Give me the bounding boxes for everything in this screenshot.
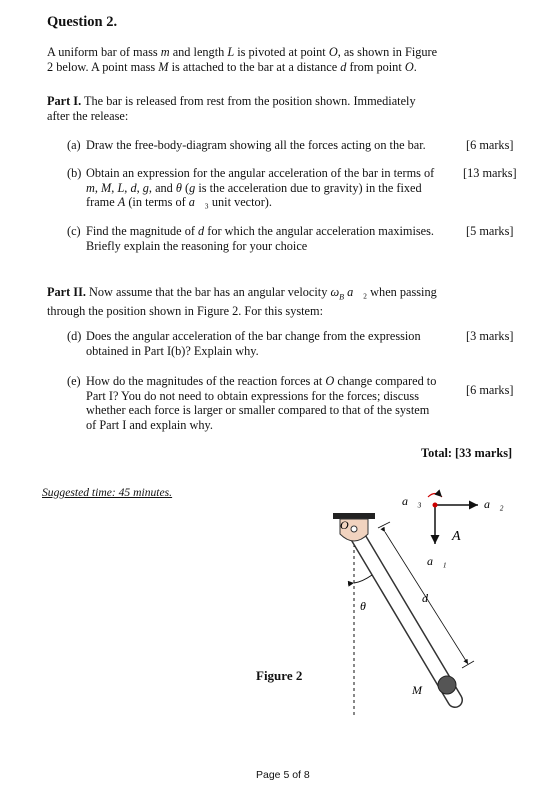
axis-a3-rotation-arrow	[428, 494, 442, 498]
bar-body	[352, 527, 455, 700]
marks-a: [6 marks]	[466, 138, 514, 152]
distance-label: d	[422, 591, 428, 605]
part2-heading: Part II. Now assume that the bar has an angular velocity $\omega_B$ a⃗₂ when passing through the position shown in Figure 2. For this system:	[47, 285, 437, 319]
figure-caption: Figure 2	[256, 668, 303, 683]
pivot-pin	[351, 526, 357, 532]
point-mass	[438, 676, 456, 694]
item-e: (e) How do the magnitudes of the reaction forces at O change compared to Part I? You do not need to obtain expressions for the forces; discuss whether each force is larger or smaller compared to that of the system of Part I and explain why.	[67, 374, 437, 432]
axis-a3-label: a⃗₃	[402, 494, 422, 508]
suggested-time: Suggested time: 45 minutes.	[42, 486, 173, 499]
item-b: (b) Obtain an expression for the angular acceleration of the bar in terms of m, M, L, d, g, and θ (g is the acceleration due to gravity) in the fixed frame A (in terms of a⃗₃ unit vector).	[67, 166, 435, 209]
marks-d: [3 marks]	[466, 329, 514, 343]
marks-e: [6 marks]	[466, 383, 514, 397]
marks-c: [5 marks]	[466, 224, 514, 238]
frame-label: A	[452, 529, 461, 544]
item-c: (c) Find the magnitude of d for which the angular acceleration maximises. Briefly explain the reasoning for your choice	[67, 224, 434, 253]
marks-b: [13 marks]	[463, 166, 517, 180]
part1-heading: Part I. The bar is released from rest from the position shown. Immediately after the release:	[47, 94, 416, 123]
item-d: (d) Does the angular acceleration of the bar change from the expression obtained in Part I(b)? Explain why.	[67, 329, 421, 358]
total-marks: Total: [33 marks]	[421, 446, 513, 460]
mass-label: M	[412, 683, 422, 697]
axis-a1-label: a⃗₁	[427, 554, 447, 568]
page-footer: Page 5 of 8	[256, 769, 310, 781]
angle-label: θ	[360, 599, 366, 613]
axis-a3-dot	[433, 503, 438, 508]
question-title: Question 2.	[47, 14, 118, 30]
item-a: (a) Draw the free-body-diagram showing all the forces acting on the bar.	[67, 138, 426, 152]
pivot-label: O	[340, 518, 349, 532]
question-intro: A uniform bar of mass m and length L is pivoted at point O, as shown in Figure 2 below. A point mass M is attached to the bar at a distance d from point O.	[47, 45, 438, 74]
axis-a2-label: a⃗₂	[484, 497, 504, 511]
angle-arc	[354, 575, 372, 583]
